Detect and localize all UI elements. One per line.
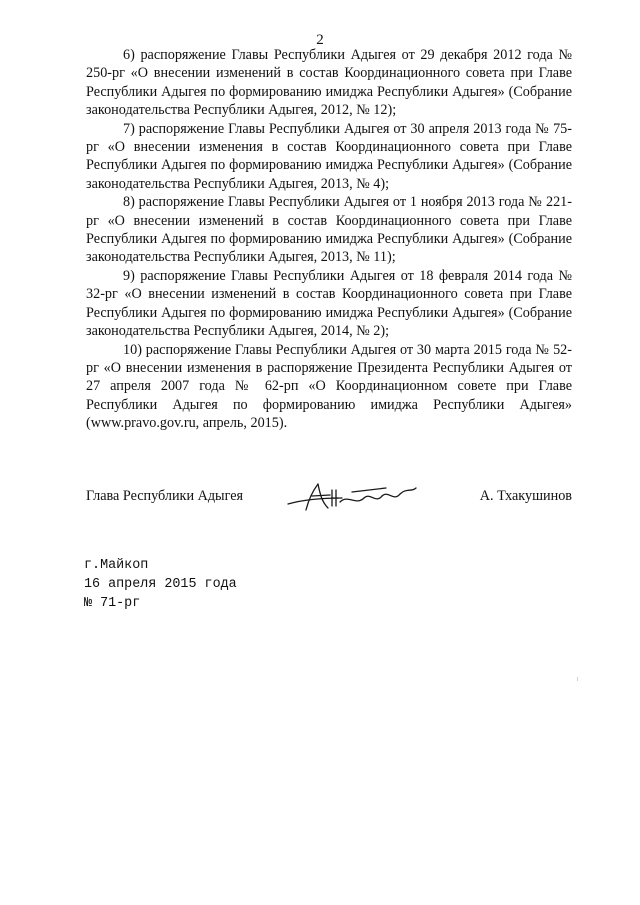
list-item: 7) распоряжение Главы Республики Адыгея от 30 апреля 2013 года № 75-рг «О внесении изменения в состав Координационного совета при Главе Республики Адыгея по формированию имиджа Республики Адыгея» (Собрание законодательства Республики Адыгея, 2013, № 4); <box>86 120 572 192</box>
signatory-name: А. Тхакушинов <box>479 488 572 504</box>
signatory-position: Глава Республики Адыгея <box>86 488 244 504</box>
list-item: 9) распоряжение Главы Республики Адыгея от 18 февраля 2014 года № 32-рг «О внесении изменений в состав Координационного совета при Главе Республики Адыгея по формированию имиджа Республики Адыгея» (Собрание законодательства Республики Адыгея, 2014, № 2); <box>86 267 572 340</box>
issue-date: 16 апреля 2015 года <box>84 577 237 593</box>
document-number: № 71-рг <box>84 596 141 612</box>
list-item: 6) распоряжение Главы Республики Адыгея от 29 декабря 2012 года № 250-рг «О внесении изменений в состав Координационного совета при Главе Республики Адыгея по формированию имиджа Республики Адыгея» (Собрание законодательства Республики Адыгея, 2012, № 12); <box>86 47 572 119</box>
signature-block <box>86 484 572 514</box>
document-footer <box>84 556 237 614</box>
list-item: 8) распоряжение Главы Республики Адыгея от 1 ноября 2013 года № 221-рг «О внесении изменений в состав Координационного совета при Главе Республики Адыгея по формированию имиджа Республики Адыгея» (Собрание законодательства Республики Адыгея, 2013, № 11); <box>86 194 572 266</box>
handwritten-signature <box>282 476 422 516</box>
page-number: 2 <box>316 32 324 48</box>
issue-city: г.Майкоп <box>84 558 149 573</box>
list-item: 10) распоряжение Главы Республики Адыгея от 30 марта 2015 года № 52-рг «О внесении изменения в распоряжение Президента Республики Адыгея от 27 апреля 2007 года № 62-рп «О Координационном совете при Главе Республики Адыгея по формированию имиджа Республики Адыгея» (www.pravo.gov.ru, апрель, 2015). <box>86 341 572 432</box>
scan-speck <box>577 677 578 681</box>
document-body <box>86 46 572 433</box>
